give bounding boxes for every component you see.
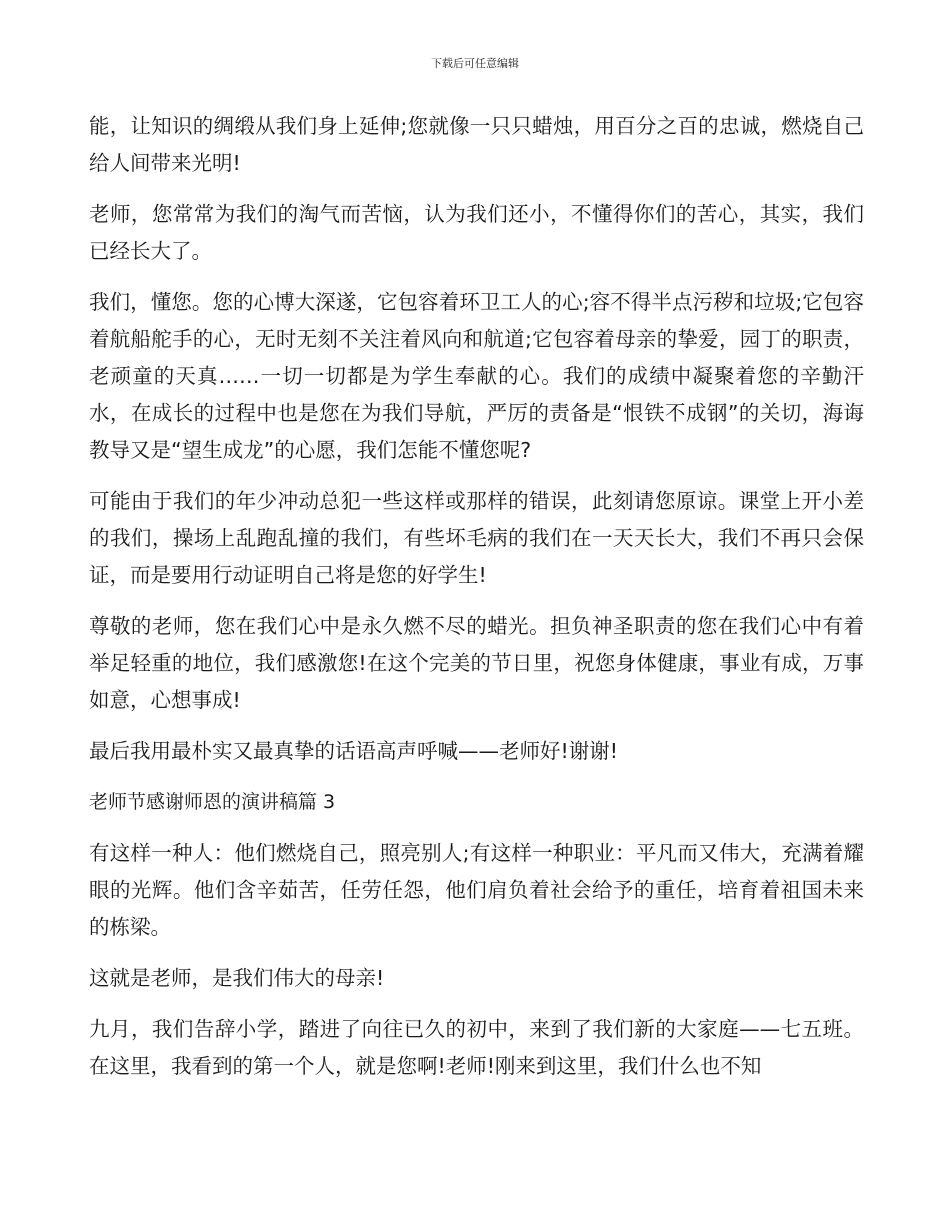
paragraph-5: 尊敬的老师，您在我们心中是永久燃不尽的蜡光。担负神圣职责的您在我们心中有着举足轻重的地位，我们感激您!在这个完美的节日里，祝您身体健康，事业有成，万事如意，心想事成!	[89, 614, 864, 712]
paragraph-8: 这就是老师，是我们伟大的母亲!	[89, 966, 385, 990]
section-heading: 老师节感谢师恩的演讲稿篇 3	[89, 791, 336, 813]
paragraph-9: 九月，我们告辞小学，踏进了向往已久的初中，来到了我们新的大家庭——七五班。在这里，我看到的第一个人，就是您啊!老师!刚来到这里，我们什么也不知	[89, 1017, 864, 1078]
paragraph-3: 我们，懂您。您的心博大深遂，它包容着环卫工人的心;容不得半点污秽和垃圾;它包容着航船舵手的心，无时无刻不关注着风向和航道;它包容着母亲的挚爱，园丁的职责，老顽童的天真……一切一切都是为学生奉献的心。我们的成绩中凝聚着您的辛勤汗水，在成长的过程中也是您在为我们导航，严厉的责备是“恨铁不成钢”的关切，海诲教导又是“望生成龙”的心愿，我们怎能不懂您呢?	[89, 290, 864, 462]
document-body	[89, 108, 864, 1099]
paragraph-4: 可能由于我们的年少冲动总犯一些这样或那样的错误，此刻请您原谅。课堂上开小差的我们，操场上乱跑乱撞的我们，有些坏毛病的我们在一天天长大，我们不再只会保证，而是要用行动证明自己将是您的好学生!	[89, 489, 864, 587]
page-header-note: 下载后可任意编辑	[431, 57, 519, 70]
paragraph-6: 最后我用最朴实又最真挚的话语高声呼喊——老师好!谢谢!	[89, 739, 618, 763]
paragraph-7: 有这样一种人：他们燃烧自己，照亮别人;有这样一种职业：平凡而又伟大，充满着耀眼的光辉。他们含辛茹苦，任劳任怨，他们肩负着社会给予的重任，培育着祖国未来的栋梁。	[89, 841, 864, 939]
paragraph-2: 老师，您常常为我们的淘气而苦恼，认为我们还小，不懂得你们的苦心，其实，我们已经长大了。	[89, 202, 864, 263]
paragraph-1: 能，让知识的绸缎从我们身上延伸;您就像一只只蜡烛，用百分之百的忠诚，燃烧自己给人间带来光明!	[89, 114, 864, 175]
